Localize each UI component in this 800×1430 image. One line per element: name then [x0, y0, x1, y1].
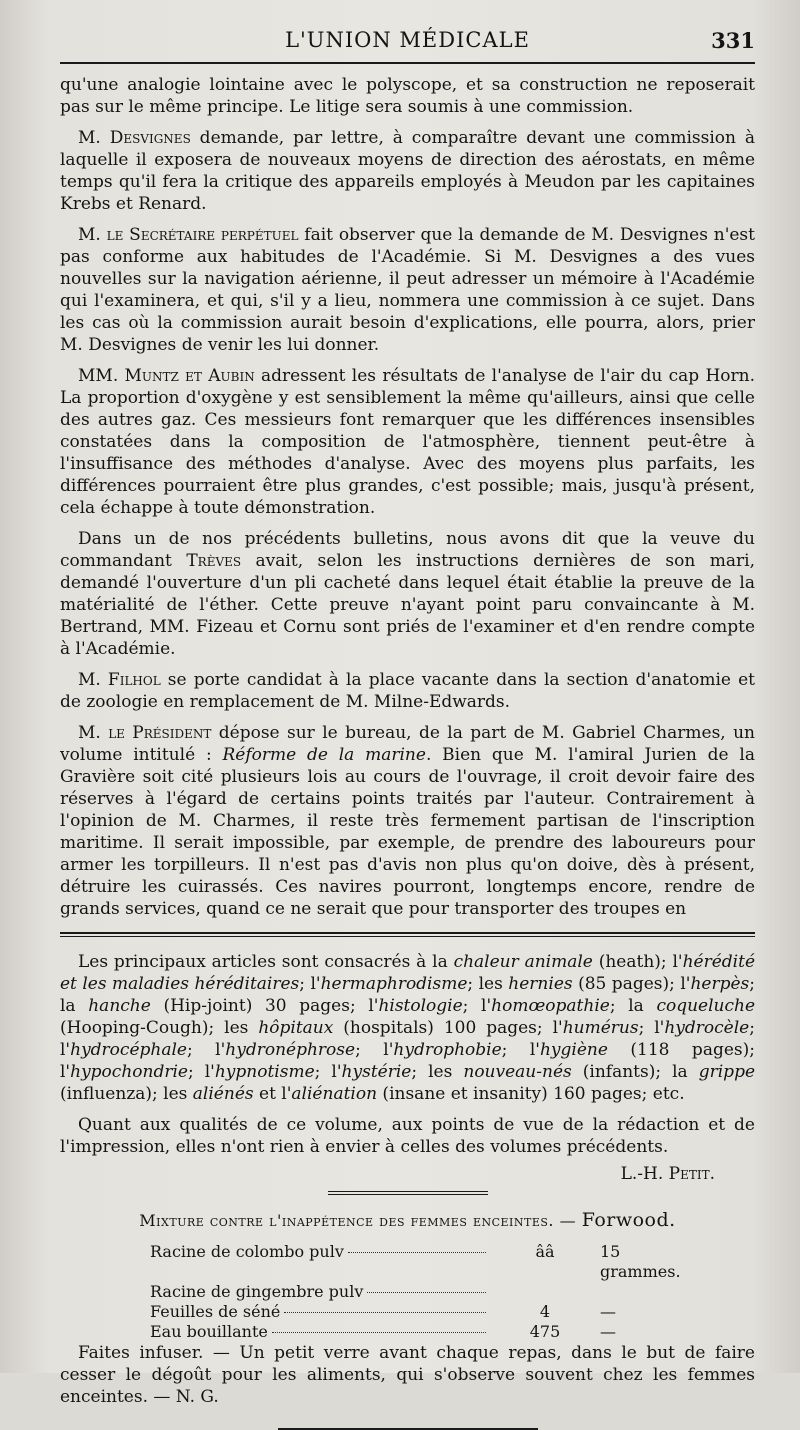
paragraph-filhol [60, 669, 755, 713]
book-title: Réforme de la marine [222, 745, 426, 765]
paragraph-muntz-aubin [60, 365, 755, 519]
review-paragraph-1: Les principaux articles sont consacrés à la chaleur animale (heath); l'hérédité et les maladies héréditaires; l'hermaphrodisme; les hernies (85 pages); l'herpès; la hanche (Hip-joint) 30 pages; l'histologie; l'homœopathie; la coqueluche (Hooping-Cough); les hôpitaux (hospitals) 100 pages; l'humérus; l'hydrocèle; l'hydrocéphale; l'hydronéphrose; l'hydrophobie; l'hygiène (118 pages); l'hypochondrie; l'hypnotisme; l'hystérie; les nouveau-nés (infants); la grippe (influenza); les aliénés et l'aliénation (insane et insanity) 160 pages; etc. [60, 952, 756, 1104]
paragraph-text: adressent les résultats de l'analyse de l'air du cap Horn. La proportion d'oxygène y est sensiblement la même qu'ailleurs, ainsi que celle des autres gaz. Ces messieurs font remarquer que les différences insensibles constatées dans la composition de l'atmosphère, tiennent peut-être à l'insuffisance des méthodes d'analyse. Avec des moyens plus parfaits, les différences pourraient être plus grandes, c'est possible; mais, jusqu'à présent, cela échappe à toute démonstration. [60, 366, 755, 518]
ingredient-qty: 4 [539, 1302, 551, 1321]
paragraph-text: fait observer que la demande de M. Desvignes n'est pas conforme aux habitudes de l'Académie. Si M. Desvignes a des vues nouvelles sur la navigation aérienne, il peut adresser un mémoire à l'Académie qui l'examinera, et qui, s'il y a lieu, nommera une commission à ce sujet. Dans les cas où la commission aurait besoin d'explications, elle pourra, alors, prier M. Desvignes de venir les lui donner. [60, 225, 755, 355]
speaker-name: M. Filhol [78, 670, 161, 690]
article-body [60, 74, 755, 1430]
ingredient-name: Eau bouillante [150, 1322, 268, 1341]
paragraph-text: se porte candidat à la place vacante dans la section d'anatomie et de zoologie en remplacement de M. Milne-Edwards. [60, 670, 755, 712]
ingredient-qty: 475 [529, 1322, 561, 1341]
ingredient-row [150, 1242, 680, 1282]
speaker-name: Trèves [186, 551, 242, 571]
ingredient-name: Feuilles de séné [150, 1302, 281, 1321]
paragraph-secretaire [60, 224, 755, 356]
speaker-name: M. le Secrétaire perpétuel [78, 225, 299, 245]
journal-title: L'UNION MÉDICALE [285, 28, 530, 52]
paragraph-text: dépose sur le bureau, de la part de M. Gabriel Charmes, un volume intitulé : [60, 723, 755, 765]
running-header [60, 28, 755, 64]
paragraph-text: . Bien que M. l'amiral Jurien de la Gravière soit cité plusieurs lois au cours de l'ouvrage, il croit devoir faire des réserves à l'égard de certains points traités par l'auteur. Contrairement à l'opinion de M. Charmes, il reste très fermement partisan de l'inscription maritime. Il serait impossible, par exemple, de prendre des laboureurs pour armer les torpilleurs. Il n'est pas d'avis non plus qu'on doive, dès à présent, détruire les cuirassés. Ces navires pourront, longtemps encore, rendre de grands services, quand ce ne serait que pour transporter des troupes en [60, 745, 755, 919]
recipe-instructions: Faites infuser. — Un petit verre avant chaque repas, dans le but de faire cesser le dégoût pour les aliments, qui s'observe souvent chez les femmes enceintes. — N. G. [60, 1343, 755, 1407]
recipe-ingredients [150, 1242, 680, 1342]
ingredient-row [150, 1322, 680, 1342]
speaker-name: M. Desvignes [78, 128, 191, 148]
paragraph-text: Dans un de nos précédents bulletins, nous avons dit que la veuve du commandant [60, 529, 755, 571]
paragraph-desvignes [60, 127, 755, 215]
review-paragraph-2: Quant aux qualités de ce volume, aux points de vue de la rédaction et de l'impression, elles n'ont rien à envier à celles des volumes précédents. [60, 1115, 755, 1157]
recipe-title [60, 1209, 755, 1232]
section-divider [60, 932, 755, 937]
ingredient-name: Racine de gingembre pulv [150, 1282, 364, 1301]
ingredient-row [150, 1302, 680, 1322]
ingredient-qty: ââ [535, 1242, 555, 1261]
review-signature: L.-H. Petit. [620, 1164, 715, 1184]
ingredient-name: Racine de colombo pulv [150, 1242, 344, 1261]
page-number: 331 [711, 28, 755, 53]
paragraph-president [60, 722, 755, 920]
recipe-author: Forwood. [581, 1209, 676, 1231]
paragraph-text: demande, par lettre, à comparaître devant une commission à laquelle il exposera de nouveaux moyens de direction des aérostats, en même temps qu'il fera la critique des appareils employés à Meudon par les capitaines Krebs et Renard. [60, 128, 755, 214]
divider-short [328, 1191, 488, 1195]
ingredient-unit: — [600, 1302, 616, 1321]
ingredient-unit: 15 grammes. [600, 1242, 681, 1281]
speaker-name: MM. Muntz et Aubin [78, 366, 255, 386]
paragraph-text: avait, selon les instructions dernières de son mari, demandé l'ouverture d'un pli cacheté dans lequel était établie la preuve de la matérialité de l'éther. Cette preuve n'ayant point paru convaincante à M. Bertrand, MM. Fizeau et Cornu sont priés de l'examiner et d'en rendre compte à l'Académie. [60, 551, 755, 659]
paragraph-treves [60, 528, 755, 660]
ingredient-unit: — [600, 1322, 616, 1341]
speaker-name: M. le Président [78, 723, 212, 743]
recipe-title-text: Mixture contre l'inappétence des femmes enceintes. — [139, 1211, 577, 1230]
paragraph-1: qu'une analogie lointaine avec le polyscope, et sa construction ne reposerait pas sur le même principe. Le litige sera soumis à une commission. [60, 75, 755, 117]
ingredient-row [150, 1282, 680, 1302]
